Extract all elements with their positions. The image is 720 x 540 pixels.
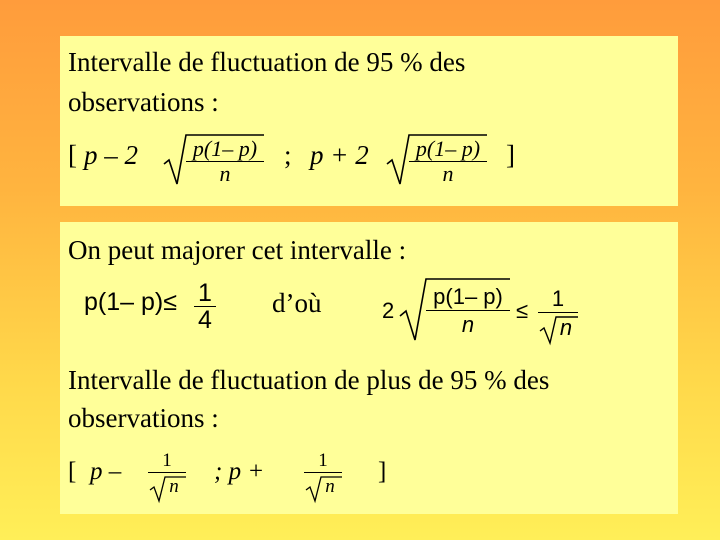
inequality-lhs: p(1– p)≤ [84,288,177,316]
numerator: p(1– p) [192,136,258,161]
denominator: n [219,161,231,186]
denominator [304,473,342,501]
radicand: n [325,476,335,497]
denominator [538,313,578,343]
numerator: 1 [162,450,172,471]
heading-line-1: Intervalle de fluctuation de 95 % des [68,47,466,77]
fraction [186,137,264,186]
sqrt-icon [148,475,186,503]
quarter-fraction [194,280,216,333]
reciprocal-sqrt-fraction [304,450,342,501]
denominator: n [442,161,454,186]
left-bound-prefix: p – [90,458,122,485]
fraction [426,284,510,339]
separator-right-prefix: ; p + [214,458,265,485]
separator: ; [284,140,292,170]
bound-box [60,222,678,514]
right-bound-prefix: p + 2 [310,140,369,170]
coefficient: 2 [382,298,395,323]
denominator [148,473,186,501]
radicand: n [169,476,179,497]
close-bracket: ] [378,458,387,485]
heading-line-2: observations : [68,87,219,117]
open-bracket: [ [68,458,77,485]
relation: ≤ [516,298,529,323]
result-line-2: observations : [68,403,219,433]
sqrt-icon [304,475,342,503]
conjunction: d’où [272,288,322,318]
denominator: 4 [198,306,212,334]
reciprocal-sqrt-fraction [148,450,186,501]
left-bound-prefix: p – 2 [84,140,138,170]
radicand: n [559,315,573,340]
numerator: 1 [551,286,565,311]
majoration-heading: On peut majorer cet intervalle : [68,235,407,265]
sqrt-icon [538,315,578,345]
numerator: p(1– p) [433,284,503,309]
close-bracket: ] [506,140,515,170]
open-bracket: [ [68,140,77,170]
denominator: n [461,312,475,337]
result-line-1: Intervalle de fluctuation de plus de 95 % des [68,365,550,395]
numerator: p(1– p) [415,136,481,161]
definition-box [60,36,678,206]
numerator: 1 [318,450,328,471]
reciprocal-sqrt-fraction [538,286,578,343]
numerator: 1 [198,279,212,307]
fraction [409,137,487,186]
